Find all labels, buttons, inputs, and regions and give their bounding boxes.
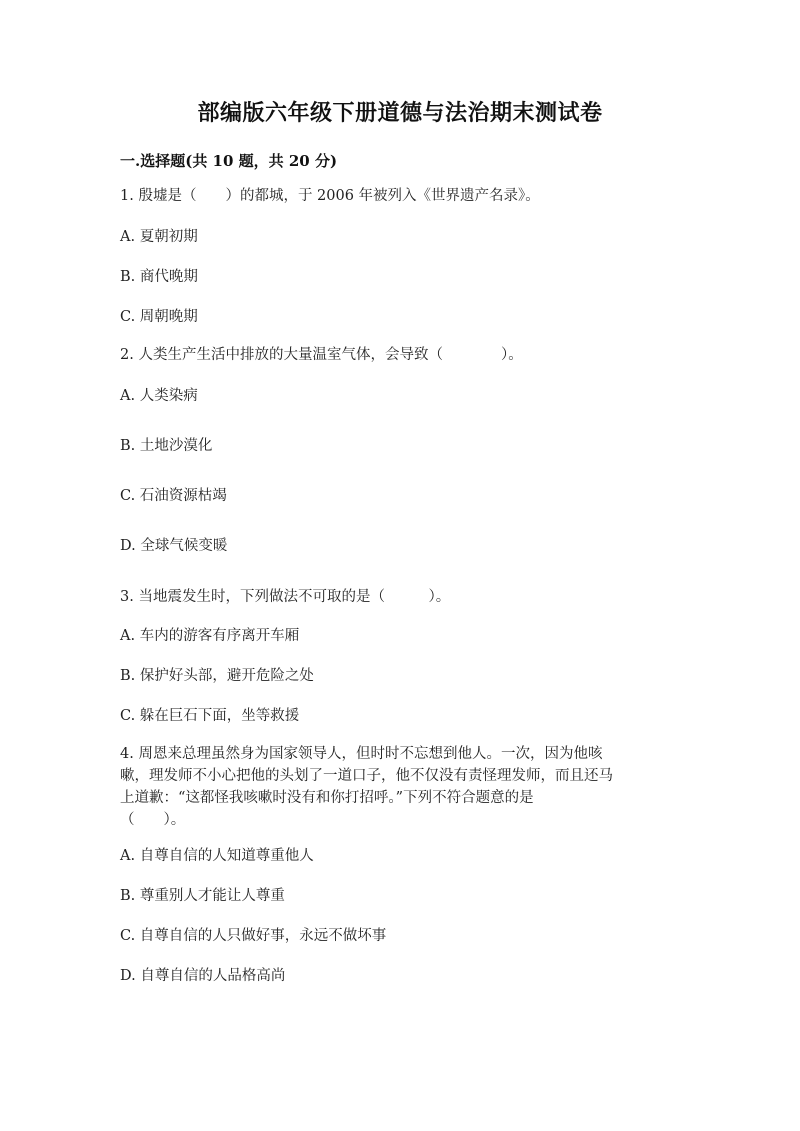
question-2-stem: 2. 人类生产生活中排放的大量温室气体，会导致（ ）。: [120, 347, 523, 363]
question-4-option-b: B. 尊重别人才能让人尊重: [120, 888, 285, 904]
question-3-option-a: A. 车内的游客有序离开车厢: [120, 628, 300, 644]
question-2-option-a: A. 人类染病: [120, 388, 198, 404]
question-4-stem: [120, 743, 680, 831]
question-4-stem-line-2: 嗽，理发师不小心把他的头划了一道口子，他不仅没有责怪理发师，而且还马: [120, 768, 613, 784]
question-3-stem: 3. 当地震发生时，下列做法不可取的是（ ）。: [120, 589, 451, 605]
question-2-option-b: B. 土地沙漠化: [120, 438, 213, 454]
question-1-option-c: C. 周朝晚期: [120, 309, 198, 325]
question-4-stem-line-3: 上道歉：“这都怪我咳嗽时没有和你打招呼。”下列不符合题意的是: [120, 790, 534, 806]
question-1-stem: 1. 殷墟是（ ）的都城，于 2006 年被列入《世界遗产名录》。: [120, 188, 540, 204]
question-2-option-c: C. 石油资源枯竭: [120, 488, 227, 504]
question-4-option-a: A. 自尊自信的人知道尊重他人: [120, 848, 314, 864]
question-1-option-b: B. 商代晚期: [120, 269, 198, 285]
question-4-option-c: C. 自尊自信的人只做好事，永远不做坏事: [120, 928, 387, 944]
question-2-option-d: D. 全球气候变暖: [120, 538, 228, 554]
question-3-option-b: B. 保护好头部，避开危险之处: [120, 668, 314, 684]
question-4-option-d: D. 自尊自信的人品格高尚: [120, 968, 286, 984]
exam-title: 部编版六年级下册道德与法治期末测试卷: [197, 100, 603, 126]
question-4-stem-line-1: 4. 周恩来总理虽然身为国家领导人，但时时不忘想到他人。一次，因为他咳: [120, 746, 603, 762]
section-heading-multiple-choice: 一.选择题(共 10 题，共 20 分): [120, 152, 338, 170]
question-1-option-a: A. 夏朝初期: [120, 229, 198, 245]
question-4-stem-line-4: （ ）。: [120, 812, 186, 828]
question-3-option-c: C. 躲在巨石下面，坐等救援: [120, 708, 300, 724]
